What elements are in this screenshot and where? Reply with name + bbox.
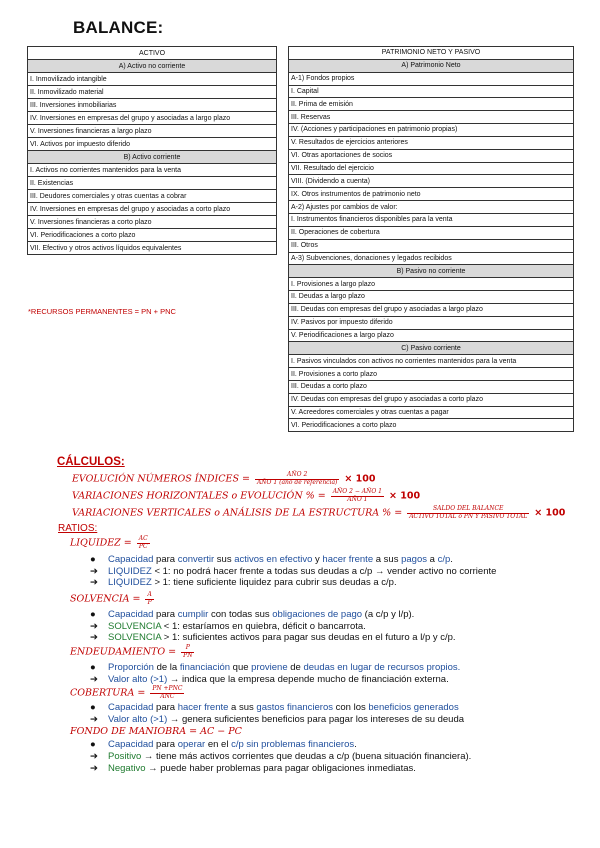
table-row: II. Inmovilizado material xyxy=(28,86,277,99)
section-header: A) Activo no corriente xyxy=(28,60,277,73)
formula-label: EVOLUCIÓN NÚMEROS ÍNDICES = xyxy=(72,473,250,485)
table-row: VII. Efectivo y otros activos líquidos equivalentes xyxy=(28,242,277,255)
formula-denominator: PC xyxy=(138,542,148,550)
text-segment: operar xyxy=(177,739,206,750)
formula-label: ENDEUDAMIENTO = xyxy=(70,646,177,658)
text-segment: proviene xyxy=(251,662,288,673)
formula-numerator: A xyxy=(147,591,152,598)
text-segment: → puede haber problemas para pagar obligaciones inmediatas. xyxy=(145,763,416,774)
table-row: III. Otros xyxy=(289,239,574,252)
arrow-right-icon: ➔ xyxy=(90,566,98,577)
formula-label: VARIACIONES VERTICALES o ANÁLISIS DE LA ESTRUCTURA % = xyxy=(72,507,403,519)
bullet-icon: ● xyxy=(90,609,96,620)
formula-denominator: AÑO 1 (año de referencia) xyxy=(256,478,338,486)
fondo-maniobra-formula: FONDO DE MANIOBRA = AC − PC xyxy=(70,726,242,737)
cobertura-formula xyxy=(70,686,186,700)
formula-numerator: AÑO 2 xyxy=(255,472,339,480)
formula-numerator: AÑO 2 − AÑO 1 xyxy=(332,488,382,495)
table-row: III. Deudores comerciales y otras cuentas a cobrar xyxy=(28,190,277,203)
arrow-right-icon: ➔ xyxy=(90,714,98,725)
text-segment: beneficios generados xyxy=(368,702,459,713)
table-row: IV. (Acciones y participaciones en patrimonio propias) xyxy=(289,124,574,137)
text-segment: Positivo xyxy=(108,751,142,762)
calculos-title: CÁLCULOS: xyxy=(57,456,125,468)
arrow-right-icon: ➔ xyxy=(90,674,98,685)
solvencia-greater-than-one xyxy=(90,632,456,643)
section-header: A) Patrimonio Neto xyxy=(289,59,574,72)
text-segment: SOLVENCIA xyxy=(108,621,162,632)
table-row: II. Deudas a largo plazo xyxy=(289,291,574,304)
liquidez-less-than-one xyxy=(90,566,496,577)
arrow-right-icon: ➔ xyxy=(90,577,98,588)
table-row: II. Prima de emisión xyxy=(289,98,574,111)
section-header: B) Pasivo no corriente xyxy=(289,265,574,278)
text-segment: para xyxy=(153,554,178,565)
section-header: B) Activo corriente xyxy=(28,151,277,164)
text-segment: Negativo xyxy=(108,763,146,774)
table-row: I. Activos no corrientes mantenidos para la venta xyxy=(28,164,277,177)
table-row: III. Deudas a corto plazo xyxy=(289,380,574,393)
table-row: V. Inversiones financieras a corto plazo xyxy=(28,216,277,229)
text-segment: a sus xyxy=(228,702,257,713)
ratios-title: RATIOS: xyxy=(58,523,98,534)
table-row: I. Provisiones a largo plazo xyxy=(289,278,574,291)
formula-numerator: SALDO DEL BALANCE xyxy=(407,506,529,514)
formula-denominator: ANC xyxy=(160,692,175,700)
section-header: C) Pasivo corriente xyxy=(289,342,574,355)
text-segment: y xyxy=(312,554,323,565)
bullet-icon: ● xyxy=(90,662,96,673)
table-row: IV. Inversiones en empresas del grupo y asociadas a largo plazo xyxy=(28,112,277,125)
fondo-maniobra-negativo xyxy=(90,763,416,774)
formula-numerator: PN +PNC xyxy=(152,685,183,692)
text-segment: gastos financieros xyxy=(256,702,333,713)
table-row: A-2) Ajustes por cambios de valor: xyxy=(289,201,574,214)
text-segment: Valor alto (>1) xyxy=(108,714,168,725)
formula-multiplier: × 100 xyxy=(534,507,566,519)
text-segment: para xyxy=(153,702,178,713)
table-row: V. Resultados de ejercicios anteriores xyxy=(289,136,574,149)
formula-multiplier: × 100 xyxy=(344,473,376,485)
table-header: ACTIVO xyxy=(28,47,277,60)
arrow-right-icon: ➔ xyxy=(90,751,98,762)
fondo-maniobra-definition xyxy=(90,739,357,750)
text-segment: Capacidad xyxy=(108,554,154,565)
text-segment: LIQUIDEZ xyxy=(108,577,152,588)
text-segment: hacer frente xyxy=(322,554,374,565)
text-segment: financiación xyxy=(179,662,231,673)
text-segment: convertir xyxy=(177,554,215,565)
solvencia-formula xyxy=(70,592,156,606)
table-row: V. Acreedores comerciales y otras cuentas a pagar xyxy=(289,406,574,419)
formula-numeros-indices xyxy=(72,472,376,486)
formula-denominator: ACTIVO TOTAL o PN Y PASIVO TOTAL xyxy=(409,512,528,520)
text-segment: → indica que la empresa depende mucho de financiación externa. xyxy=(167,674,449,685)
formula-label: VARIACIONES HORIZONTALES o EVOLUCIÓN % = xyxy=(72,490,326,502)
text-segment: < 1: estaríamos en quiebra, déficit o bancarrota. xyxy=(161,621,366,632)
text-segment: c/p xyxy=(437,554,451,565)
liquidez-greater-than-one xyxy=(90,577,397,588)
fondo-maniobra-positivo xyxy=(90,751,471,762)
cobertura-high-value xyxy=(90,714,464,725)
arrow-right-icon: ➔ xyxy=(90,763,98,774)
text-segment: LIQUIDEZ xyxy=(108,566,152,577)
table-row: I. Pasivos vinculados con activos no corrientes mantenidos para la venta xyxy=(289,355,574,368)
endeudamiento-formula xyxy=(70,645,196,659)
table-header: PATRIMONIO NETO Y PASIVO xyxy=(289,47,574,60)
text-segment: Capacidad xyxy=(108,609,154,620)
table-row: III. Reservas xyxy=(289,111,574,124)
formula-denominator: PN xyxy=(183,651,193,659)
endeudamiento-definition xyxy=(90,662,460,673)
table-row: VI. Periodificaciones a corto plazo xyxy=(289,419,574,432)
text-segment: pagos xyxy=(401,554,427,565)
table-row: VI. Otras aportaciones de socios xyxy=(289,149,574,162)
text-segment: para xyxy=(153,609,178,620)
text-segment: de la xyxy=(153,662,180,673)
activo-table xyxy=(27,46,277,255)
text-segment: activos en efectivo xyxy=(234,554,313,565)
table-row: IV. Inversiones en empresas del grupo y asociadas a corto plazo xyxy=(28,203,277,216)
arrow-right-icon: ➔ xyxy=(90,621,98,632)
text-segment: → tiene más activos corrientes que deudas a c/p (buena situación financiera). xyxy=(141,751,472,762)
text-segment: a sus xyxy=(373,554,402,565)
table-row: III. Inversiones inmobiliarias xyxy=(28,99,277,112)
formula-numerator: AC xyxy=(138,535,148,542)
text-segment: deudas en lugar de recursos propios. xyxy=(303,662,461,673)
page-title: BALANCE: xyxy=(73,18,164,37)
text-segment: sus xyxy=(214,554,235,565)
solvencia-definition xyxy=(90,609,414,620)
liquidez-definition xyxy=(90,554,453,565)
endeudamiento-high-value xyxy=(90,674,449,685)
text-segment: que xyxy=(230,662,252,673)
text-segment: con los xyxy=(333,702,369,713)
table-row: III. Deudas con empresas del grupo y asociadas a largo plazo xyxy=(289,303,574,316)
text-segment: c/p sin problemas financieros xyxy=(231,739,355,750)
table-row: II. Provisiones a corto plazo xyxy=(289,368,574,381)
text-segment: Capacidad xyxy=(108,739,154,750)
table-row: V. Periodificaciones a largo plazo xyxy=(289,329,574,342)
table-row: VI. Activos por impuesto diferido xyxy=(28,138,277,151)
solvencia-less-than-one xyxy=(90,621,366,632)
table-row: A-3) Subvenciones, donaciones y legados recibidos xyxy=(289,252,574,265)
table-row: I. Capital xyxy=(289,85,574,98)
text-segment: < 1: no podrá hacer frente a todas sus deudas a c/p → vender activo no corriente xyxy=(151,566,497,577)
table-row: VIII. (Dividendo a cuenta) xyxy=(289,175,574,188)
formula-label: COBERTURA = xyxy=(70,687,146,699)
text-segment: . xyxy=(354,739,357,750)
text-segment: cumplir xyxy=(177,609,209,620)
table-row: IV. Pasivos por impuesto diferido xyxy=(289,316,574,329)
table-row: VII. Resultado del ejercicio xyxy=(289,162,574,175)
formula-variaciones-verticales xyxy=(72,506,565,520)
text-segment: SOLVENCIA xyxy=(108,632,162,643)
table-row: II. Existencias xyxy=(28,177,277,190)
formula-denominator: AÑO 1 xyxy=(347,495,368,503)
text-segment: hacer frente xyxy=(177,702,229,713)
formula-multiplier: × 100 xyxy=(389,490,421,502)
table-row: II. Operaciones de cobertura xyxy=(289,226,574,239)
bullet-icon: ● xyxy=(90,702,96,713)
formula-label: SOLVENCIA = xyxy=(70,593,141,605)
text-segment: obligaciones de pago xyxy=(272,609,363,620)
text-segment: Proporción xyxy=(108,662,154,673)
pasivo-table xyxy=(288,46,574,432)
table-row: IX. Otros instrumentos de patrimonio neto xyxy=(289,188,574,201)
table-row: VI. Periodificaciones a corto plazo xyxy=(28,229,277,242)
table-row: V. Inversiones financieras a largo plazo xyxy=(28,125,277,138)
table-row: A-1) Fondos propios xyxy=(289,72,574,85)
bullet-icon: ● xyxy=(90,739,96,750)
text-segment: de xyxy=(287,662,304,673)
table-row: IV. Deudas con empresas del grupo y asociadas a corto plazo xyxy=(289,393,574,406)
arrow-right-icon: ➔ xyxy=(90,632,98,643)
text-segment: → genera suficientes beneficios para pagar los intereses de su deuda xyxy=(167,714,465,725)
bullet-icon: ● xyxy=(90,554,96,565)
text-segment: Capacidad xyxy=(108,702,154,713)
text-segment: . xyxy=(450,554,453,565)
text-segment: en el xyxy=(205,739,232,750)
text-segment: (a c/p y l/p). xyxy=(362,609,415,620)
formula-variaciones-horizontales xyxy=(72,489,420,503)
text-segment: > 1: suficientes activos para pagar sus deudas en el futuro a l/p y c/p. xyxy=(161,632,456,643)
text-segment: a xyxy=(427,554,438,565)
table-row: I. Inmovilizado intangible xyxy=(28,73,277,86)
table-row: I. Instrumentos financieros disponibles para la venta xyxy=(289,213,574,226)
formula-label: LIQUIDEZ = xyxy=(70,537,132,549)
text-segment: para xyxy=(153,739,178,750)
text-segment: > 1: tiene suficiente liquidez para cubrir sus deudas a c/p. xyxy=(151,577,397,588)
liquidez-formula xyxy=(70,536,152,550)
formula-denominator: P xyxy=(147,598,152,606)
text-segment: con todas sus xyxy=(208,609,273,620)
formula-numerator: P xyxy=(181,645,194,653)
recursos-permanentes-note: *RECURSOS PERMANENTES = PN + PNC xyxy=(28,307,176,316)
text-segment: Valor alto (>1) xyxy=(108,674,168,685)
cobertura-definition xyxy=(90,702,459,713)
